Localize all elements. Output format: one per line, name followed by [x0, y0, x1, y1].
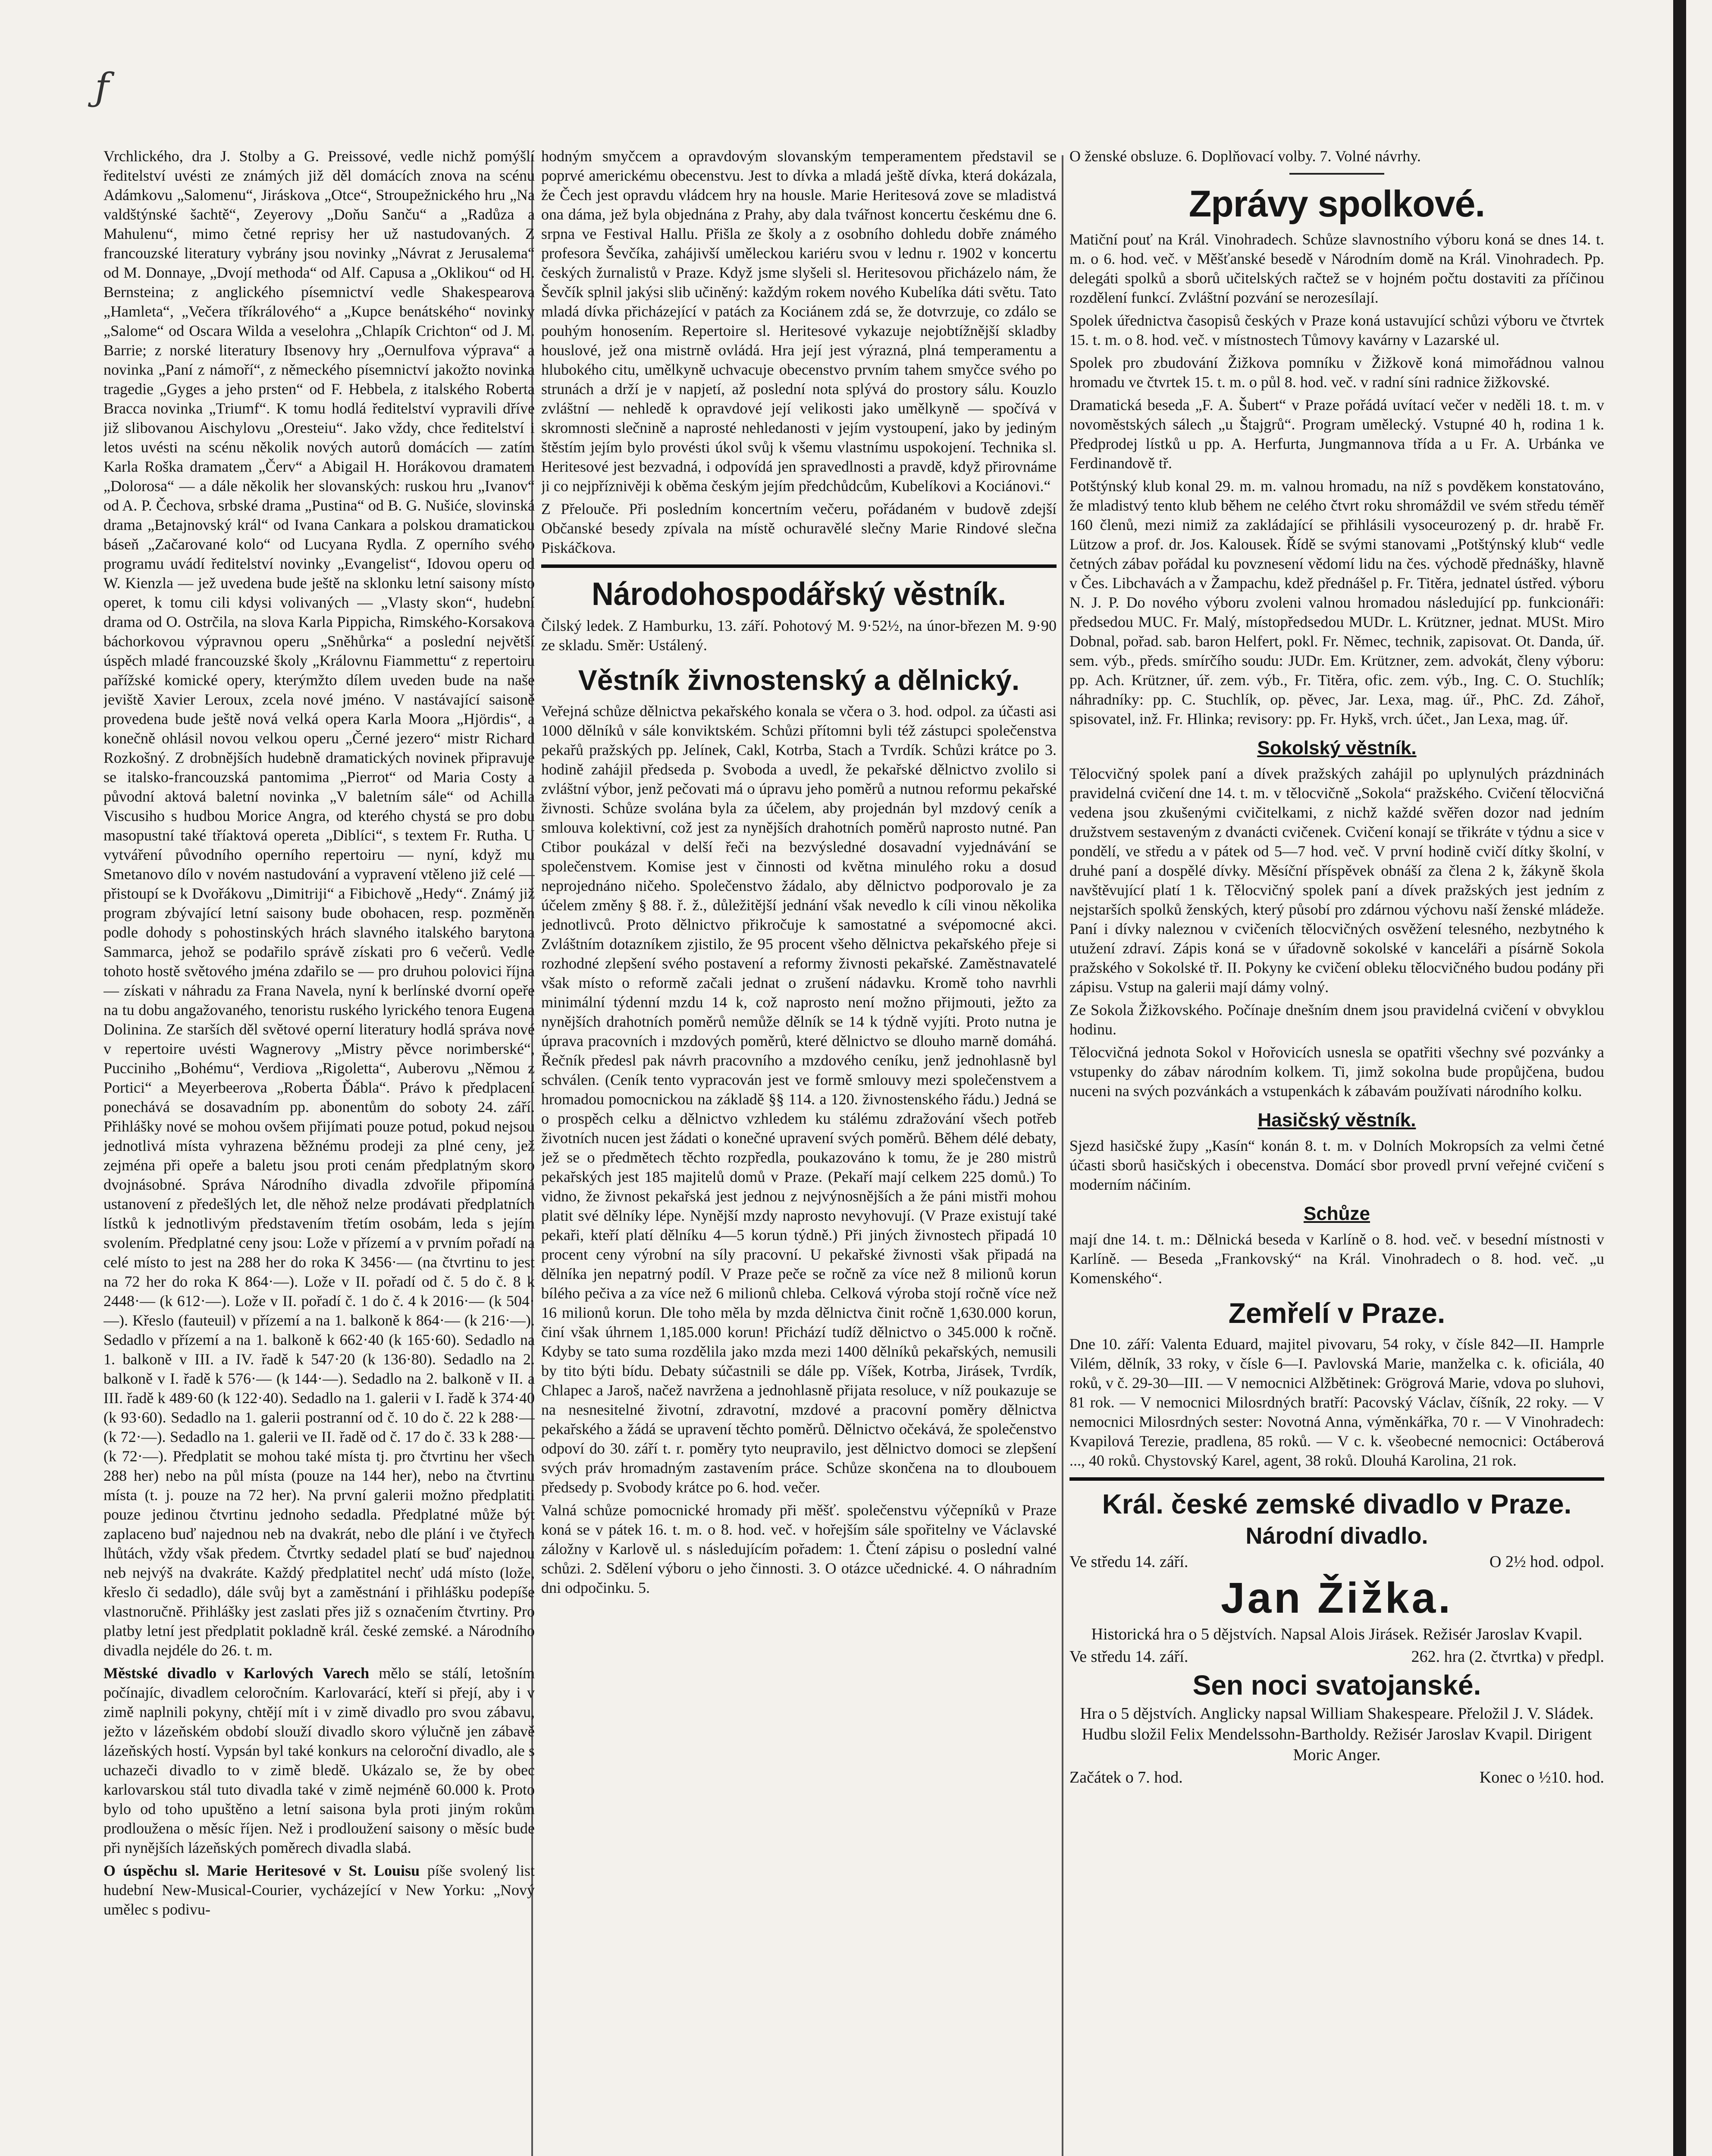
performance-2-time: 262. hra (2. čtvrtka) v předpl.: [1411, 1648, 1604, 1666]
column-2: [541, 147, 1057, 2156]
karlovy-vary-heading: Městské divadlo v Karlových Varech: [103, 1664, 370, 1682]
trade-section-heading: Věstník živnostenský a dělnický.: [578, 664, 1020, 696]
prelouc-note: Z Přelouče. Při posledním koncertním večeru, pořádaném v budově zdejší Občanské besedy zpívala na místě ochuravělé slečny Marie Rindové slečna Piskáčkova.: [541, 500, 1057, 556]
column-rule-2: [1062, 155, 1063, 2156]
page-edge-shadow: [1673, 0, 1686, 2156]
short-divider: [1289, 173, 1384, 175]
corner-pen-mark: ƒ: [95, 65, 109, 109]
club-news-3: Spolek pro zbudování Žižkova pomníku v Žižkově koná mimořádnou valnou hromadu ve čtvrtek 15. t. m. o půl 8. hod. več. v radní síni radnice žižkovské.: [1069, 354, 1604, 391]
sokol-heading: Sokolský věstník.: [1257, 737, 1417, 758]
performance-1-title: Jan Žižka.: [1221, 1574, 1453, 1622]
club-news-heading: Zprávy spolkové.: [1188, 183, 1485, 225]
theatre-title: Král. české zemské divadlo v Praze.: [1102, 1489, 1572, 1520]
club-news-5: Potštýnský klub konal 29. m. m. valnou hromadu, na níž s povděkem konstatováno, že mladistvý tento klub během ne celého čtvrt roku shromáždil ve svém středu téměř 160 členů, mezi nimiž za zakládající se přihlásili vysoceurozený p. dr. hrabě Fr. Lützow a prof. dr. Jos. Kalousek. Řídě se svými stanovami „Potštýnský klub“ vedle četných zábav pořádal ku povznesení vědomí lidu na čes. východě přednášky, hlavně v Čes. Libchavách a v Žampachu, kdež přednášel p. Fr. Titěra, jednatel ústřed. výboru N. J. P. Do nového výboru zvoleni valnou hromadou následující pp. funkcionáři: předsedou MUC. Fr. Malý, místopředsedou MUDr. L. Krützner, jednat. MUSt. Miro Dobnal, pořad. sab. baron Helfert, pokl. Fr. Němec, technik, zapisovat. Ot. Danda, úř. sem. výb., předs. smírčího soudu: JUDr. Em. Krützner, zem. advokát, členy výboru: pp. Ach. Krützner, úř. zem. výb., Fr. Titěra, ofic. zem. výb., Ing. C. O. Stuchlík; náhradníky: pp. C. Stuchlík, op. pěvec, Jar. Lexa, mag. úř., PhC. Zd. Záhoř, spisovatel, inž. Fr. Hlinka; revisory: pp. Fr. Hykš, vrch. účet., Jan Lexa, mag. úř.: [1069, 477, 1604, 727]
club-news-1: Matiční pouť na Král. Vinohradech. Schůze slavnostního výboru koná se dnes 14. t. m. o 6. hod. več. v Měšťanské besedě v Národním domě na Král. Vinohradech. Pp. delegáti spolků a sborů učitelských račtež se v hojném počtu dostaviti za příčinou rozdělení funkcí. Zvláštní pozvání se nerozesílají.: [1069, 231, 1604, 306]
performance-1-desc: Historická hra o 5 dějstvích. Napsal Alois Jirásek. Režisér Jaroslav Kvapil.: [1091, 1625, 1583, 1643]
karlovy-vary-article: [103, 1664, 535, 1858]
bakers-meeting-article: Veřejná schůze dělnictva pekařského konala se včera o 3. hod. odpol. za účasti asi 1000 dělníků v sále konviktském. Schůzi přítomni byli též zástupci společenstva pekařů pražských pp. Jelínek, Cakl, Kotrba, Stach a Tvrdík. Schůzi krátce po 3. hodině zahájil předseda p. Svoboda a uvedl, že pekařské dělnictvo zvolilo si zvláštní výbor, jenž pečovati má o úpravu jeho poměrů a nutnou reformu pekařské živnosti. Schůze svolána byla za účelem, aby projednán byl mzdový ceník a smlouva kolektivní, což jest za nynějších drahotních poměrů naprosto nutné. Pan Ctibor poukázal v delší řeči na bezvýsledné dosavadní vyjednávání se společenstvem. Komise jest v činnosti od května minulého roku a dosud neprojednáno ničeho. Společenstvo žádalo, aby dělnictvo podporovalo je za účelem změny § 88. ř. ž., důležitější jednání však nevedlo k cíli vinou několika jednotlivců. Proto dělnictvo přikročuje k samostatné a svépomocné akci. Zvláštním dotazníkem zjistilo, že 95 procent všeho dělnictva pekařského přeje si rozhodné zlepšení svého postavení a reformy živnosti pekařské. Zaměstnavatelé však místo o reformě začali jednat o zrušení nádavku. Kromě toho navrhli minimální týdenní mzdu 14 k, což naprosto není možno přijmouti, ježto za nynějších drahotních poměrů nemůže dělník se 14 k týdně vyjíti. Proto nutna je úprava pracovních i mzdových poměrů, které dělnictvo se dlouho marně domáhá. Řečník předesl pak návrh pracovního a mzdového ceníku, jenž jednohlasně byl schválen. (Ceník tento vypracován jest ve formě smlouvy mezi společenstvem a hromadou pomocnickou na základě §§ 114. a 120. živnostenského řádu.) Jedná se o prospěch celku a dělnictvo vzhledem ku stálému zdražování všech potřeb životních nucen jest žádati o konečné upravení svých poměrů. Během délé debaty, jež se o předmětech těchto rozpředla, poukazováno k tomu, že je 280 mistrů pekařských jest 185 majitelů domů v Praze. (Pekaří mají celkem 225 domů.) To vidno, že živnost pekařská jest jednou z nejvýnosnějších a že páni mistři mohou platit své dělníky lépe. Nynější mzdy naprosto nevyhovují. (V Praze existují také pekaři, kteří platí dělníku 4—5 korun týdně.) Při jiných živnostech připadá 10 procent ceny výrobní na síly pracovní. U pekařské živnosti však připadá na dělníka jen nepatrný podíl. V Praze peče se ročně za více než 8 milionů korun bílého pečiva a za více než 6 milionů chleba. Celková výroba stojí ročně více než 16 milionů korun. Dle toho měla by mzda dělnictva činit ročně 1,630.000 korun, činí však úhrnem 1,185.000 korun! Přichází tudíž dělnictvo o 345.000 k ročně. Kdyby se tato suma rozdělila jako mzda mezi 1400 dělníků pekařských, nemusili by tito býti bídu. Debaty súčastnili se dále pp. Víšek, Kotrba, Jirásek, Tvrdík, Chlapec a Jaroš, načež navržena a jednohlasně přijata resoluce, v níž poukazuje se na nesnesitelné životní, zdravotní, mzdové a pracovní poměry dělnictva pekařského a žádá se upravení těchto poměrů. Dělnictvo očekává, že společenstvo odpoví do 30. září t. r. poměry tyto neupravilo, jest dělnictvo domoci se zlepšení svých práv hromadným zastavením práce. Schůze skončena na to dloubouem předsedy p. Svobody krátce po 6. hod. večer.: [541, 702, 1057, 1496]
meetings-heading: Schůze: [1303, 1203, 1370, 1224]
saltpeter-note: Čilský ledek. Z Hamburku, 13. září. Pohotový M. 9·52½, na únor-březen M. 9·90 ze skladu. Směr: Ustálený.: [541, 617, 1057, 654]
firefighters-heading: Hasičský věstník.: [1257, 1109, 1416, 1131]
heritesova-continued: hodným smyčcem a opravdovým slovanským temperamentem představil se poprvé americkému obecenstvu. Jest to dívka a mladá ještě dívka, která dokázala, že Čech jest opravdu vládcem hry na housle. Marie Heritesová zove se mladistvá ona dáma, jež byla objednána z Prahy, aby dala tvářnost koncertu českému dne 6. srpna ve Festival Hallu. Přišla ze školy a z osobního dohledu dobře známého profesora Ševčíka, zahájivší uměleckou kariéru svou v lednu r. 1902 v koncertu českých žurnalistů v Praze. Když jsme slyšeli sl. Heritesovou přicházelo nám, že Ševčík splnil jakýsi slib učiněný: každým rokem nového Kubelíka dáti světu. Tato mladá dívka přicházející v patách za Kociánem zdá se, že dotvrzuje, co zdálo se pouhým honosením. Repertoire sl. Heritesové vykazuje nejobtížnější skladby houslové, jež ona mistrně ovládá. Hra její jest výrazná, plná temperamentu a hlubokého citu, umělkyně uchvacuje obecenstvo prvním tahem smyčce svého po strunách a drží je v napjetí, až poslední nota splývá do prostory sálu. Kouzlo zvláštní — nehledě k opravdové její velikosti jako umělkyně — spočívá v skromnosti slečnině a naprosté nehledanosti v jejím vystoupení, jako by jediným štěstím jejím bylo provésti úkol svůj k všemu vlastnímu uspokojení. Technika sl. Heritesové jest bezvadná, i odpovídá jen spravedlnosti a pravdě, když přirovnáme ji co nejpříznivěji k oběma českým jejím předchůdcům, Kubelíkovi a Kociánovi.“: [541, 147, 1057, 495]
performance-2-day: Ve středu 14. září.: [1069, 1648, 1188, 1666]
sokol-news-3: Tělocvičná jednota Sokol v Hořovicích usnesla se opatřiti všechny své pozvánky a vstupenky do zábav národním kolkem. Ti, jimž sokolna bude propůjčena, budou nuceni na svých pozvánkách a vstupenkách k zábavám používati národního kolku.: [1069, 1044, 1604, 1100]
karlovy-vary-text: mělo se stálí, letošním počínajíc, divadlem celoročním. Karlovarácí, kteří si přejí, aby i v zimě naplnili pokyny, chtějí mít i v zimě divadlo pro svou zábavu, ježto v lázeňském období slouží divadlo skoro výlučně jen zábavě lázeňských hostí. Vypsán byl také konkurs na celoroční divadlo, ale s uchazeči divadlo to v zimě bledě. Ukázalo se, že by obec karlovarskou stál tuto divadla také v zimě nejméně 60.000 k. Proto bylo od toho upuštěno a letní saisona byla proti jiným rokům prodloužena o měsíc říjen. Než i prodloužení saisony o měsíc bude při nynějších lázeňských poměrech divadla slabá.: [103, 1664, 535, 1856]
performance-1-time: O 2½ hod. odpol.: [1489, 1553, 1604, 1571]
firefighters-news: Sjezd hasičské župy „Kasín“ konán 8. t. m. v Dolních Mokropsích za velmi četné účasti sborů hasičských i obecenstva. Domácí sbor provedl první veřejné cvičení s moderním náčiním.: [1069, 1137, 1604, 1193]
performance-start: Začátek o 7. hod.: [1069, 1768, 1183, 1786]
heritesova-text: píše svolený list hudební New-Musical-Courier, vycházející v New Yorku: „Nový umělec s podivu-: [103, 1862, 535, 1918]
heritesova-article: [103, 1861, 535, 1919]
sokol-news-1: Tělocvičný spolek paní a dívek pražských zahájil po uplynulých prázdninách pravidelná cvičení dne 14. t. m. v tělocvičně „Sokola“ pražského. Cvičení tělocvičná vedena jsou zkušenými cvičitelkami, z nichž každé svěřen dozor nad jedním družstvem sestaveným z dvanácti cvičenek. Cvičení konají se třikráte v týdnu a sice v pondělí, ve středu a v pátek od 5—7 hod. več. V první hodině cvičí dítky školní, v druhé paní a dospělé dívky. Měsíční příspěvek obnáší za člena 2 k, žákyně škola navštěvující platí 1 k. Tělocvičný spolek paní a dívek pražských jest jedním z nejstarších spolků ženských, který působí pro zdárnou výchovu naší ženské mládeže. Paní i dívky naleznou v cvičeních tělocvičných osvěžení telesného, nezbytného k utužení zdraví. Zápis koná se v úřadovně sokolské v kanceláři a písárně Sokola pražského v Sokolské tř. II. Pokyny ke cvičení obleku tělocvičného budou podány při zápisu. Vstup na galerii mají dámy volný.: [1069, 765, 1604, 996]
meetings-list: mají dne 14. t. m.: Dělnická beseda v Karlíně o 8. hod. več. v besední místnosti v Karlíně. — Beseda „Frankovský“ na Král. Vinohradech o 8. hod. več. „u Komenského“.: [1069, 1231, 1604, 1287]
heritesova-heading: O úspěchu sl. Marie Heritesové v St. Louisu: [103, 1862, 420, 1879]
deaths-heading: Zemřelí v Praze.: [1228, 1297, 1445, 1329]
performance-1-header: [1069, 1551, 1604, 1572]
performance-2-title: Sen noci svatojanské.: [1192, 1670, 1481, 1701]
column-1: [103, 147, 535, 2156]
innkeepers-continued: O ženské obsluze. 6. Doplňovací volby. 7. Volné návrhy.: [1069, 147, 1421, 165]
club-news-4: Dramatická beseda „F. A. Šubert“ v Praze pořádá uvítací večer v neděli 18. t. m. v novoměstských sálech „u Štajgrů“. Program umělecký. Vstupné 40 h, rodina 1 k. Předprodej lístků u pp. A. Herfurta, Jungmannova třída a u Fr. A. Urbánka ve Ferdinandově tř.: [1069, 396, 1604, 472]
club-news-2: Spolek úřednictva časopisů českých v Praze koná ustavující schůzi výboru ve čtvrtek 15. t. m. o 8. hod. več. v místnostech Tůmovy kavárny v Lazarské ul.: [1069, 312, 1604, 348]
innkeepers-meeting-article: Valná schůze pomocnické hromady při měšť. společenstvu výčepníků v Praze koná se v pátek 16. t. m. o 8. hod. več. v hořejším sále spořitelny ve Václavské záložny v Karlově ul. s následujícím pořadem: 1. Čtení zápisu o poslední valné schůzi. 2. Sdělení výboru o jeho činnosti. 3. O otázce učednické. 4. O náhradním dni odpočinku. 5.: [541, 1501, 1057, 1596]
column-3: [1069, 147, 1604, 2156]
deaths-list: Dne 10. září: Valenta Eduard, majitel pivovaru, 54 roky, v čísle 842—II. Hamprle Vilém, dělník, 33 roky, v čísle 6—I. Pavlovská Marie, manželka c. k. oficiála, 40 roků, v č. 29-30—III. — V nemocnici Alžbětinek: Grögrová Marie, vdova po sluhovi, 81 rok. — V nemocnici Milosrdných bratří: Pacovský Václav, číšník, 22 roky. — V nemocnici Milosrdných sester: Novotná Anna, výměnkářka, 70 r. — V Vinohradech: Kvapilová Terezie, pradlena, 85 roků. — V c. k. všeobecné nemocnici: Octáberová ..., 40 roků. Chystovský Karel, agent, 38 roků. Dlouhá Karolina, 21 rok.: [1069, 1335, 1604, 1469]
sokol-news-2: Ze Sokola Žižkovského. Počínaje dnešním dnem jsou pravidelná cvičení v obvyklou hodinu.: [1069, 1001, 1604, 1038]
theatre-rule: [1069, 1477, 1604, 1481]
performance-1-day: Ve středu 14. září.: [1069, 1553, 1188, 1571]
economic-section-heading: Národohospodářský věstník.: [592, 575, 1006, 612]
theatre-repertoire-article: Vrchlického, dra J. Stolby a G. Preissové, vedle nichž pomýšlí ředitelství uvésti ze známých již děl domácích znova na scénu Adámkovu „Salomenu“, Jiráskova „Otce“, Stroupežnického hru „Na valdštýnské šachtě“, Zeyerovy „Doňu Sanču“ a „Radůza a Mahulenu“, mimo četné reprisy her už nastudovaných. Z francouzské literatury vybrány jsou novinky „Návrat z Jerusalema“ od M. Donnaye, „Dvojí methoda“ od Alf. Capusa a „Oklikou“ od H. Bernsteina; z anglického písemnictví vedle Shakespearova „Hamleta“, „Večera tříkrálového“ a „Kupce benátského“ novinky „Salome“ od Oscara Wilda a veselohra „Chlapík Crichton“ od J. M. Barrie; z norské literatury Ibsenovy hry „Oernulfova výprava“ a novinka „Paní z námoří“, z německého písemnictví jakožto novinka tragedie „Gyges a jeho prsten“ od F. Hebbela, z italského Roberta Bracca novinka „Triumf“. K tomu hodlá ředitelství vypravili dříve již slibovanou Aischylovu „Oresteiu“. Jako vždy, chce ředitelství i letos uvésti na scénu několik nových autorů domácích — zatím Karla Roška dramatem „Červ“ a Abigail H. Horákovou dramatem „Dolorosa“ — a dále několik her slovanských: ruskou hru „Ivanov“ od A. P. Čechova, srbské drama „Pustina“ od B. G. Nušiće, slovinská drama „Betajnovský král“ od Ivana Cankara a polskou dramatickou báseň „Začarované kolo“ od Lucyana Rydla. Z operního svého programu uvádí ředitelství novinky „Evangelist“, Idovou operu od W. Kienzla — jež uvedena bude ještě na sklonku letní saisony místo operet, k tomu cili kdysi volivaných — „Vlasty skon“, hudební drama od O. Ostrčila, na slova Karla Pippicha, Rimského-Korsakova báchorkovou výpravnou operu „Sněhůrka“ a poslední největší úspěch mladé francouzské školy „Královnu Fiammettu“ z repertoiru pařížské komické opery, kterýmžto dílem uveden bude na naše jeviště Xavier Leroux, zcela nové jméno. V nastávající saisoně provedena bude ještě nová velká opera Karla Moora „Hjördis“, a konečně ohlásil novou velkou operu „Černé jezero“ mistr Richard Rozkošný. Z drobnějších hudebně dramatických novinek připravuje se italsko-francouzská pantomima „Pierrot“ od Maria Costy a původní aktová baletní novinka „V baletním sále“ od Achilla Viscusiho s hudbou Morice Angra, od kterého chystá se pro dobu masopustní také tříaktová opereta „Diblíci“, s textem Fr. Rutha. U vytváření původního operního repertoiru — nyní, když mu Smetanovo dílo v novém nastudování a vypravení vtěleno již celé — přistoupí se k Dvořákovu „Dimitriji“ a Fibichově „Hedy“. Známý již program zbývající letní saisony bude obohacen, resp. pozměněn podle dohody s pohostinských hrách slavného italského barytona Sammarca, jehož se podařilo správě získati pro 6 večerů. Vedle tohoto hostě světového jména zdařilo se — pro druhou polovici října — získati v náhradu za Frana Navela, nyní k berlínské dvorní opeře na tu dobu angažovaného, tenoristu ruského lyrického tenora Eugena Dolinina. Ze starších děl světové operní literatury hodlá správa nové v repertoire uvésti Wagnerovy „Mistry pěvce norimberské“, Pucciniho „Bohému“, Verdiova „Rigoletta“, Auberovu „Němou z Portici“ a Meyerbeerova „Roberta Ďábla“. Právo k předplacení ponechává se dosavadním pp. abonentům do soboty 24. září. Přihlášky nové se mohou ovšem přijímati pouze potud, pokud nejsou jednotlivá místa vyhrazena běžnému prodeji za plné ceny, jež zejména při opeře a baletu jsou proti cenám předplatným skoro dvojnásobné. Správa Národního divadla zdvořile připomíná ustanovení z předešlých let, dle něhož nelze prodávati předplatních lístků k jednotlivým představením třetím osobám, leda s jejím svolením. Předplatné ceny jsou: Lože v přízemí a v prvním pořadí na celé místo to jest na 288 her do roka K 3456·— (na čtvrtinu to jest na 72 her do roka K 864·—). Lože v II. pořadí od č. 5 do č. 8 k 2448·— (k 612·—). Lože v II. pořadí č. 1 do č. 4 k 2016·— (k 504·—). Křeslo (fauteuil) v přízemí a na 1. balkoně k 864·— (k 216·—). Sedadlo v přízemí a na 1. balkoně k 662·40 (k 165·60). Sedadlo na 1. balkoně v III. a IV. řadě k 547·20 (k 136·80). Sedadlo na 2. balkoně v I. řadě k 576·— (k 144·—). Sedadlo na 2. balkoně v II. a III. řadě k 489·60 (k 122·40). Sedadlo na 1. galerii v I. řadě k 374·40 (k 93·60). Sedadlo na 1. galerii postranní od č. 10 do č. 22 k 288·— (k 72·—). Sedadlo na 1. galerii ve II. řadě od č. 17 do č. 33 k 288·— (k 72·—). Předplatit se mohou také místa tj. pro čtvrtinu her všech 288 her) nebo na půl místa (pouze na 144 her), nebo na čtvrtinu místa (t. j. pouze na 72 her). Na první galerii možno předplatiti pouze jedinou čtvrtinu jednoho sedadla. Předplatné může být zaplaceno buď najednou neb na dvakrát, nebo dle plání i ve čtyřech lhůtách, vždy však předem. Čtvrtky sedadel platí se buď najednou neb nejvýš na dvakráte. Každý předplatitel nechť udá místo (lože, křeslo či sedadlo), dále svůj byt a zaměstnání i přihlášku podepíše vlastnoručně. Přihlášky jest zaslati přes již s označením čtvrtiny. Pro platby letní jest předplatit pokladně král. české zemské. a Národního divadla nejdéle do 26. t. m.: [103, 147, 535, 1659]
section-rule: [541, 564, 1057, 568]
performance-2-times: [1069, 1767, 1604, 1788]
theatre-subtitle: Národní divadlo.: [1245, 1523, 1428, 1549]
performance-2-desc: Hra o 5 dějstvích. Anglicky napsal William Shakespeare. Přeložil J. V. Sládek. Hudbu složil Felix Mendelssohn-Bartholdy. Režisér Jaroslav Kvapil. Dirigent Moric Anger.: [1080, 1705, 1594, 1764]
performance-2-header: [1069, 1646, 1604, 1667]
performance-end: Konec o ½10. hod.: [1479, 1768, 1604, 1786]
